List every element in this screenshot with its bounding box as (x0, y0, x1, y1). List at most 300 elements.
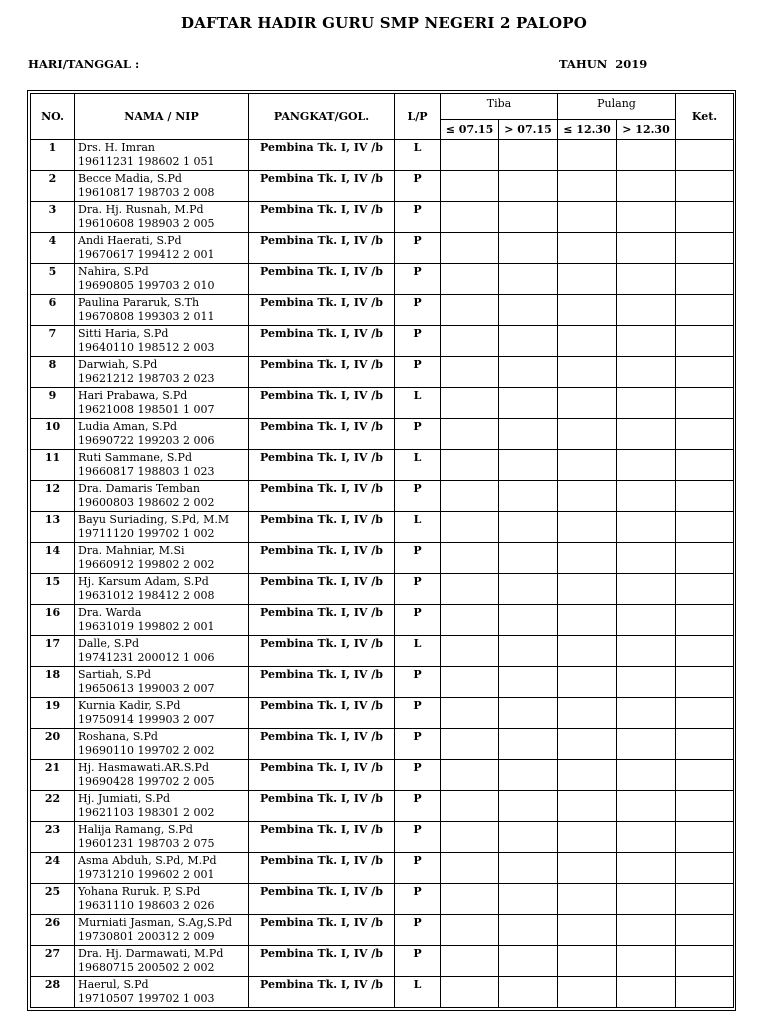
cell-ket[interactable] (676, 512, 734, 543)
cell-tiba-early[interactable] (441, 636, 499, 667)
row-name: Hj. Karsum Adam, S.Pd (78, 575, 209, 588)
cell-tiba-late[interactable] (499, 450, 558, 481)
row-name: Murniati Jasman, S.Ag,S.Pd (78, 916, 233, 929)
row-lp: P (395, 760, 441, 791)
cell-pulang-early[interactable] (558, 884, 617, 915)
cell-pulang-early[interactable] (558, 667, 617, 698)
cell-tiba-early[interactable] (441, 884, 499, 915)
table-row (31, 233, 734, 264)
cell-pulang-late[interactable] (617, 791, 676, 822)
table-row (31, 667, 734, 698)
row-nip: 19690805 199703 2 010 (78, 279, 215, 292)
cell-pulang-late[interactable] (617, 388, 676, 419)
cell-pulang-late[interactable] (617, 729, 676, 760)
row-lp: L (395, 512, 441, 543)
cell-tiba-late[interactable] (499, 481, 558, 512)
row-name-nip (75, 605, 249, 636)
cell-tiba-late[interactable] (499, 295, 558, 326)
cell-ket[interactable] (676, 481, 734, 512)
table-row (31, 295, 734, 326)
cell-ket[interactable] (676, 853, 734, 884)
cell-pulang-late[interactable] (617, 140, 676, 171)
row-nip: 19621103 198301 2 002 (78, 806, 215, 819)
row-rank: Pembina Tk. I, IV /b (249, 512, 395, 543)
cell-ket[interactable] (676, 388, 734, 419)
cell-tiba-early[interactable] (441, 264, 499, 295)
cell-pulang-late[interactable] (617, 946, 676, 977)
row-nip: 19621212 198703 2 023 (78, 372, 215, 385)
row-lp: P (395, 667, 441, 698)
cell-tiba-late[interactable] (499, 388, 558, 419)
row-name-nip (75, 388, 249, 419)
cell-tiba-late[interactable] (499, 171, 558, 202)
row-no: 7 (31, 326, 75, 357)
row-no: 26 (31, 915, 75, 946)
row-no: 23 (31, 822, 75, 853)
cell-ket[interactable] (676, 667, 734, 698)
row-no: 25 (31, 884, 75, 915)
row-name: Dra. Hj. Darmawati, M.Pd (78, 947, 224, 960)
cell-pulang-late[interactable] (617, 295, 676, 326)
cell-pulang-early[interactable] (558, 264, 617, 295)
cell-tiba-early[interactable] (441, 729, 499, 760)
cell-tiba-early[interactable] (441, 388, 499, 419)
table-row (31, 760, 734, 791)
cell-tiba-late[interactable] (499, 884, 558, 915)
cell-tiba-early[interactable] (441, 512, 499, 543)
cell-tiba-early[interactable] (441, 450, 499, 481)
row-no: 19 (31, 698, 75, 729)
cell-tiba-early[interactable] (441, 140, 499, 171)
cell-tiba-late[interactable] (499, 667, 558, 698)
row-name: Dra. Hj. Rusnah, M.Pd (78, 203, 204, 216)
row-name: Haerul, S.Pd (78, 978, 149, 991)
row-name-nip (75, 326, 249, 357)
cell-pulang-late[interactable] (617, 853, 676, 884)
row-name: Drs. H. Imran (78, 141, 155, 154)
header-pulang-late: > 12.30 (617, 120, 676, 140)
cell-pulang-early[interactable] (558, 605, 617, 636)
cell-pulang-late[interactable] (617, 543, 676, 574)
cell-pulang-late[interactable] (617, 202, 676, 233)
row-nip: 19670617 199412 2 001 (78, 248, 215, 261)
cell-pulang-late[interactable] (617, 636, 676, 667)
row-nip: 19631019 199802 2 001 (78, 620, 215, 633)
cell-tiba-late[interactable] (499, 853, 558, 884)
cell-pulang-late[interactable] (617, 326, 676, 357)
row-no: 8 (31, 357, 75, 388)
table-row (31, 357, 734, 388)
cell-ket[interactable] (676, 760, 734, 791)
row-name: Hari Prabawa, S.Pd (78, 389, 188, 402)
row-rank: Pembina Tk. I, IV /b (249, 915, 395, 946)
cell-ket[interactable] (676, 729, 734, 760)
row-name-nip (75, 915, 249, 946)
cell-ket[interactable] (676, 202, 734, 233)
cell-ket[interactable] (676, 977, 734, 1008)
cell-tiba-early[interactable] (441, 171, 499, 202)
row-name: Dra. Damaris Temban (78, 482, 201, 495)
cell-tiba-late[interactable] (499, 357, 558, 388)
row-lp: P (395, 295, 441, 326)
cell-ket[interactable] (676, 357, 734, 388)
row-nip: 19690428 199702 2 005 (78, 775, 215, 788)
row-rank: Pembina Tk. I, IV /b (249, 171, 395, 202)
cell-pulang-early[interactable] (558, 326, 617, 357)
row-rank: Pembina Tk. I, IV /b (249, 729, 395, 760)
cell-pulang-late[interactable] (617, 357, 676, 388)
cell-ket[interactable] (676, 233, 734, 264)
cell-tiba-early[interactable] (441, 419, 499, 450)
cell-pulang-late[interactable] (617, 822, 676, 853)
row-rank: Pembina Tk. I, IV /b (249, 481, 395, 512)
row-rank: Pembina Tk. I, IV /b (249, 202, 395, 233)
row-name-nip (75, 574, 249, 605)
table-row (31, 915, 734, 946)
row-lp: P (395, 791, 441, 822)
row-lp: L (395, 140, 441, 171)
row-name: Nahira, S.Pd (78, 265, 149, 278)
cell-tiba-late[interactable] (499, 605, 558, 636)
cell-ket[interactable] (676, 605, 734, 636)
cell-tiba-late[interactable] (499, 946, 558, 977)
row-name-nip (75, 667, 249, 698)
table-row (31, 822, 734, 853)
cell-pulang-early[interactable] (558, 853, 617, 884)
cell-pulang-early[interactable] (558, 791, 617, 822)
row-lp: P (395, 326, 441, 357)
row-rank: Pembina Tk. I, IV /b (249, 295, 395, 326)
row-nip: 19710507 199702 1 003 (78, 992, 215, 1005)
cell-pulang-late[interactable] (617, 915, 676, 946)
row-name: Andi Haerati, S.Pd (78, 234, 182, 247)
row-name: Paulina Pararuk, S.Th (78, 296, 200, 309)
row-nip: 19730801 200312 2 009 (78, 930, 215, 943)
row-name-nip (75, 698, 249, 729)
row-lp: P (395, 233, 441, 264)
row-no: 1 (31, 140, 75, 171)
row-name: Sartiah, S.Pd (78, 668, 152, 681)
cell-tiba-late[interactable] (499, 264, 558, 295)
attendance-sheet (27, 90, 736, 1011)
row-no: 20 (31, 729, 75, 760)
table-row (31, 202, 734, 233)
cell-tiba-early[interactable] (441, 667, 499, 698)
cell-tiba-early[interactable] (441, 202, 499, 233)
row-name-nip (75, 140, 249, 171)
header-pangkat: PANGKAT/GOL. (249, 94, 395, 140)
row-rank: Pembina Tk. I, IV /b (249, 636, 395, 667)
cell-tiba-early[interactable] (441, 357, 499, 388)
cell-pulang-early[interactable] (558, 481, 617, 512)
cell-tiba-late[interactable] (499, 636, 558, 667)
table-row (31, 543, 734, 574)
cell-tiba-late[interactable] (499, 698, 558, 729)
row-name-nip (75, 977, 249, 1008)
cell-ket[interactable] (676, 884, 734, 915)
cell-pulang-early[interactable] (558, 140, 617, 171)
cell-pulang-early[interactable] (558, 388, 617, 419)
row-name-nip (75, 512, 249, 543)
row-rank: Pembina Tk. I, IV /b (249, 357, 395, 388)
row-name-nip (75, 419, 249, 450)
cell-pulang-late[interactable] (617, 419, 676, 450)
table-row (31, 946, 734, 977)
table-row (31, 574, 734, 605)
cell-tiba-late[interactable] (499, 202, 558, 233)
cell-tiba-early[interactable] (441, 915, 499, 946)
cell-ket[interactable] (676, 264, 734, 295)
header-tiba-late: > 07.15 (499, 120, 558, 140)
hari-tanggal-label: HARI/TANGGAL : (28, 57, 140, 71)
cell-pulang-late[interactable] (617, 977, 676, 1008)
cell-tiba-early[interactable] (441, 574, 499, 605)
cell-pulang-late[interactable] (617, 512, 676, 543)
row-name-nip (75, 543, 249, 574)
row-nip: 19621008 198501 1 007 (78, 403, 215, 416)
table-row (31, 605, 734, 636)
cell-tiba-early[interactable] (441, 605, 499, 636)
row-lp: P (395, 171, 441, 202)
cell-ket[interactable] (676, 946, 734, 977)
cell-pulang-late[interactable] (617, 264, 676, 295)
row-name: Asma Abduh, S.Pd, M.Pd (78, 854, 217, 867)
cell-tiba-early[interactable] (441, 853, 499, 884)
cell-ket[interactable] (676, 326, 734, 357)
row-nip: 19631110 198603 2 026 (78, 899, 215, 912)
row-rank: Pembina Tk. I, IV /b (249, 140, 395, 171)
row-name: Hj. Hasmawati.AR.S.Pd (78, 761, 209, 774)
row-no: 16 (31, 605, 75, 636)
cell-pulang-early[interactable] (558, 946, 617, 977)
cell-pulang-early[interactable] (558, 698, 617, 729)
row-name-nip (75, 264, 249, 295)
header-pulang-early: ≤ 12.30 (558, 120, 617, 140)
cell-pulang-early[interactable] (558, 233, 617, 264)
row-name-nip (75, 450, 249, 481)
cell-ket[interactable] (676, 171, 734, 202)
cell-pulang-late[interactable] (617, 233, 676, 264)
row-no: 28 (31, 977, 75, 1008)
cell-pulang-late[interactable] (617, 667, 676, 698)
row-nip: 19741231 200012 1 006 (78, 651, 215, 664)
cell-ket[interactable] (676, 450, 734, 481)
row-nip: 19690110 199702 2 002 (78, 744, 215, 757)
cell-pulang-late[interactable] (617, 481, 676, 512)
cell-tiba-late[interactable] (499, 543, 558, 574)
cell-tiba-early[interactable] (441, 326, 499, 357)
row-no: 3 (31, 202, 75, 233)
cell-pulang-early[interactable] (558, 977, 617, 1008)
table-row (31, 729, 734, 760)
row-name-nip (75, 791, 249, 822)
cell-pulang-late[interactable] (617, 760, 676, 791)
row-nip: 19600803 198602 2 002 (78, 496, 215, 509)
row-no: 15 (31, 574, 75, 605)
row-nip: 19610817 198703 2 008 (78, 186, 215, 199)
row-no: 24 (31, 853, 75, 884)
header-no: NO. (31, 94, 75, 140)
row-no: 18 (31, 667, 75, 698)
row-name-nip (75, 822, 249, 853)
row-no: 11 (31, 450, 75, 481)
cell-pulang-early[interactable] (558, 295, 617, 326)
document-title: DAFTAR HADIR GURU SMP NEGERI 2 PALOPO (180, 14, 588, 32)
row-rank: Pembina Tk. I, IV /b (249, 667, 395, 698)
row-lp: P (395, 543, 441, 574)
cell-ket[interactable] (676, 543, 734, 574)
row-rank: Pembina Tk. I, IV /b (249, 791, 395, 822)
cell-pulang-late[interactable] (617, 698, 676, 729)
header-tiba-early: ≤ 07.15 (441, 120, 499, 140)
row-lp: P (395, 729, 441, 760)
cell-ket[interactable] (676, 295, 734, 326)
cell-ket[interactable] (676, 791, 734, 822)
cell-ket[interactable] (676, 574, 734, 605)
cell-tiba-late[interactable] (499, 140, 558, 171)
cell-ket[interactable] (676, 419, 734, 450)
row-rank: Pembina Tk. I, IV /b (249, 605, 395, 636)
table-row (31, 388, 734, 419)
cell-tiba-early[interactable] (441, 698, 499, 729)
row-name: Hj. Jumiati, S.Pd (78, 792, 171, 805)
cell-tiba-early[interactable] (441, 295, 499, 326)
row-nip: 19631012 198412 2 008 (78, 589, 215, 602)
row-name: Bayu Suriading, S.Pd, M.M (78, 513, 230, 526)
cell-tiba-early[interactable] (441, 791, 499, 822)
cell-ket[interactable] (676, 822, 734, 853)
table-row (31, 419, 734, 450)
cell-pulang-early[interactable] (558, 512, 617, 543)
cell-pulang-early[interactable] (558, 419, 617, 450)
row-lp: L (395, 388, 441, 419)
table-row (31, 481, 734, 512)
cell-tiba-late[interactable] (499, 512, 558, 543)
cell-pulang-early[interactable] (558, 636, 617, 667)
cell-tiba-late[interactable] (499, 326, 558, 357)
header-tiba: Tiba (441, 94, 558, 120)
row-name-nip (75, 884, 249, 915)
row-nip: 19750914 199903 2 007 (78, 713, 215, 726)
cell-tiba-late[interactable] (499, 574, 558, 605)
table-row (31, 853, 734, 884)
row-name-nip (75, 357, 249, 388)
row-lp: P (395, 946, 441, 977)
cell-ket[interactable] (676, 140, 734, 171)
cell-pulang-early[interactable] (558, 202, 617, 233)
cell-pulang-early[interactable] (558, 171, 617, 202)
cell-pulang-late[interactable] (617, 605, 676, 636)
table-row (31, 140, 734, 171)
table-row (31, 264, 734, 295)
row-rank: Pembina Tk. I, IV /b (249, 698, 395, 729)
row-name: Yohana Ruruk. P, S.Pd (78, 885, 201, 898)
row-rank: Pembina Tk. I, IV /b (249, 450, 395, 481)
cell-ket[interactable] (676, 636, 734, 667)
cell-tiba-late[interactable] (499, 791, 558, 822)
cell-tiba-late[interactable] (499, 419, 558, 450)
row-rank: Pembina Tk. I, IV /b (249, 233, 395, 264)
row-nip: 19601231 198703 2 075 (78, 837, 215, 850)
attendance-table (30, 93, 734, 1008)
cell-pulang-early[interactable] (558, 450, 617, 481)
cell-tiba-early[interactable] (441, 822, 499, 853)
table-row (31, 698, 734, 729)
cell-pulang-late[interactable] (617, 171, 676, 202)
row-no: 6 (31, 295, 75, 326)
row-name-nip (75, 233, 249, 264)
cell-tiba-late[interactable] (499, 915, 558, 946)
cell-tiba-early[interactable] (441, 233, 499, 264)
row-name-nip (75, 760, 249, 791)
cell-pulang-early[interactable] (558, 357, 617, 388)
row-lp: P (395, 822, 441, 853)
cell-tiba-late[interactable] (499, 977, 558, 1008)
cell-pulang-early[interactable] (558, 543, 617, 574)
cell-pulang-early[interactable] (558, 822, 617, 853)
cell-tiba-early[interactable] (441, 543, 499, 574)
row-nip: 19660817 198803 1 023 (78, 465, 215, 478)
table-row (31, 450, 734, 481)
row-rank: Pembina Tk. I, IV /b (249, 574, 395, 605)
row-rank: Pembina Tk. I, IV /b (249, 884, 395, 915)
row-nip: 19670808 199303 2 011 (78, 310, 215, 323)
cell-pulang-late[interactable] (617, 884, 676, 915)
cell-tiba-late[interactable] (499, 729, 558, 760)
cell-pulang-early[interactable] (558, 915, 617, 946)
row-no: 27 (31, 946, 75, 977)
row-name-nip (75, 171, 249, 202)
row-name-nip (75, 636, 249, 667)
cell-pulang-early[interactable] (558, 574, 617, 605)
row-lp: P (395, 481, 441, 512)
header-nama-nip: NAMA / NIP (75, 94, 249, 140)
cell-tiba-late[interactable] (499, 822, 558, 853)
row-rank: Pembina Tk. I, IV /b (249, 388, 395, 419)
row-lp: P (395, 915, 441, 946)
row-lp: P (395, 419, 441, 450)
row-no: 14 (31, 543, 75, 574)
row-no: 9 (31, 388, 75, 419)
cell-pulang-late[interactable] (617, 450, 676, 481)
table-row (31, 512, 734, 543)
cell-tiba-early[interactable] (441, 946, 499, 977)
cell-tiba-early[interactable] (441, 481, 499, 512)
row-rank: Pembina Tk. I, IV /b (249, 543, 395, 574)
row-lp: L (395, 636, 441, 667)
header-ket: Ket. (676, 94, 734, 140)
cell-pulang-early[interactable] (558, 760, 617, 791)
row-lp: P (395, 202, 441, 233)
row-rank: Pembina Tk. I, IV /b (249, 946, 395, 977)
cell-tiba-late[interactable] (499, 760, 558, 791)
cell-pulang-early[interactable] (558, 729, 617, 760)
cell-ket[interactable] (676, 698, 734, 729)
row-name-nip (75, 295, 249, 326)
row-rank: Pembina Tk. I, IV /b (249, 822, 395, 853)
row-no: 22 (31, 791, 75, 822)
table-row (31, 977, 734, 1008)
cell-tiba-early[interactable] (441, 760, 499, 791)
cell-ket[interactable] (676, 915, 734, 946)
row-rank: Pembina Tk. I, IV /b (249, 326, 395, 357)
cell-tiba-late[interactable] (499, 233, 558, 264)
cell-pulang-late[interactable] (617, 574, 676, 605)
row-nip: 19731210 199602 2 001 (78, 868, 215, 881)
cell-tiba-early[interactable] (441, 977, 499, 1008)
row-name: Becce Madia, S.Pd (78, 172, 182, 185)
row-rank: Pembina Tk. I, IV /b (249, 853, 395, 884)
